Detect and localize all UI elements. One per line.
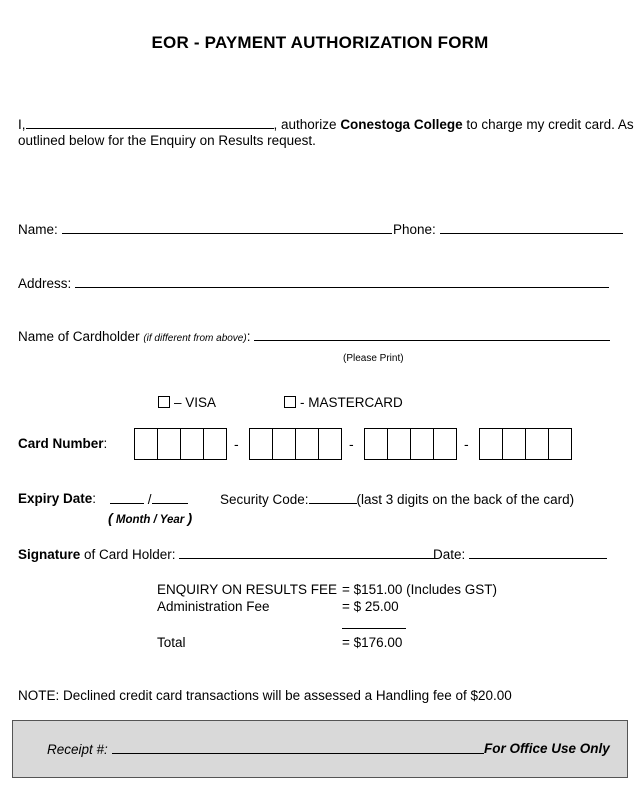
expiry-note-close: ) bbox=[187, 510, 193, 526]
visa-label: – VISA bbox=[174, 395, 217, 410]
card-separator: - bbox=[349, 436, 354, 452]
date-field[interactable] bbox=[469, 546, 607, 559]
card-number-group-4[interactable] bbox=[479, 428, 572, 460]
date-row bbox=[433, 546, 607, 562]
office-use-box bbox=[12, 720, 628, 778]
card-digit-box[interactable] bbox=[411, 429, 434, 459]
expiry-month-field[interactable] bbox=[110, 491, 144, 504]
address-field[interactable] bbox=[75, 275, 609, 288]
name-field[interactable] bbox=[62, 221, 392, 234]
card-digit-box[interactable] bbox=[388, 429, 411, 459]
expiry-fields bbox=[110, 491, 188, 507]
card-number-group-2[interactable] bbox=[249, 428, 342, 460]
expiry-note-open: ( bbox=[108, 510, 113, 526]
intro-prefix: I, bbox=[18, 117, 26, 132]
security-note: (last 3 digits on the back of the card) bbox=[356, 492, 575, 507]
name-label: Name: bbox=[18, 222, 58, 237]
office-use-label: For Office Use Only bbox=[484, 741, 610, 756]
receipt-row bbox=[47, 741, 484, 757]
intro-mid: , authorize bbox=[273, 117, 341, 132]
card-digit-box[interactable] bbox=[434, 429, 456, 459]
phone-row bbox=[393, 221, 623, 237]
authorizer-name-field[interactable] bbox=[26, 116, 274, 129]
handling-fee-note: NOTE: Declined credit card transactions will be assessed a Handling fee of $20.00 bbox=[18, 688, 512, 703]
card-digit-box[interactable] bbox=[319, 429, 341, 459]
card-number-group-1[interactable] bbox=[134, 428, 227, 460]
signature-label-bold: Signature bbox=[18, 547, 81, 562]
card-number-label: Card Number bbox=[18, 436, 104, 451]
card-number-group-3[interactable] bbox=[364, 428, 457, 460]
card-digit-box[interactable] bbox=[273, 429, 296, 459]
signature-label-rest: of Card Holder: bbox=[80, 547, 176, 562]
visa-option[interactable] bbox=[158, 395, 216, 410]
intro-suffix: to charge my credit card. As bbox=[462, 117, 634, 132]
card-number-label-row bbox=[18, 436, 107, 451]
receipt-label: Receipt #: bbox=[47, 742, 108, 757]
card-separator: - bbox=[464, 436, 469, 452]
card-digit-box[interactable] bbox=[135, 429, 158, 459]
receipt-field[interactable] bbox=[112, 741, 484, 754]
phone-field[interactable] bbox=[440, 221, 623, 234]
date-label: Date: bbox=[433, 547, 466, 562]
intro-org: Conestoga College bbox=[340, 117, 463, 132]
mastercard-option[interactable] bbox=[284, 395, 403, 410]
security-row bbox=[220, 491, 574, 507]
card-separator: - bbox=[234, 436, 239, 452]
expiry-year-field[interactable] bbox=[152, 491, 188, 504]
signature-field[interactable] bbox=[179, 546, 435, 559]
cardholder-note: (if different from above) bbox=[143, 333, 247, 344]
total-label: Total bbox=[157, 635, 186, 650]
visa-checkbox[interactable] bbox=[158, 396, 170, 408]
expiry-colon: : bbox=[92, 491, 97, 506]
cardholder-field[interactable] bbox=[254, 328, 610, 341]
card-digit-box[interactable] bbox=[181, 429, 204, 459]
card-digit-box[interactable] bbox=[526, 429, 549, 459]
card-digit-box[interactable] bbox=[365, 429, 388, 459]
expiry-note-text: Month / Year bbox=[115, 514, 185, 526]
security-code-field[interactable] bbox=[309, 491, 357, 504]
expiry-format-note bbox=[108, 510, 192, 526]
cardholder-label: Name of Cardholder bbox=[18, 329, 140, 344]
intro-line-2: outlined below for the Enquiry on Results request. bbox=[18, 133, 316, 148]
total-divider bbox=[342, 628, 406, 629]
card-number-colon: : bbox=[103, 436, 108, 451]
cardholder-colon: : bbox=[246, 329, 251, 344]
card-digit-box[interactable] bbox=[204, 429, 226, 459]
total-value: = $176.00 bbox=[342, 635, 403, 650]
card-digit-box[interactable] bbox=[158, 429, 181, 459]
card-digit-box[interactable] bbox=[480, 429, 503, 459]
mastercard-checkbox[interactable] bbox=[284, 396, 296, 408]
card-digit-box[interactable] bbox=[549, 429, 571, 459]
form-title: EOR - PAYMENT AUTHORIZATION FORM bbox=[151, 33, 489, 52]
expiry-row bbox=[18, 491, 96, 506]
security-label: Security Code: bbox=[220, 492, 309, 507]
admin-fee-label: Administration Fee bbox=[157, 599, 270, 614]
signature-row bbox=[18, 546, 435, 562]
expiry-label: Expiry Date bbox=[18, 491, 93, 506]
card-digit-box[interactable] bbox=[250, 429, 273, 459]
card-digit-box[interactable] bbox=[296, 429, 319, 459]
address-row bbox=[18, 275, 609, 291]
expiry-slash: / bbox=[147, 492, 152, 507]
enquiry-fee-label: ENQUIRY ON RESULTS FEE bbox=[157, 582, 338, 597]
address-label: Address: bbox=[18, 276, 72, 291]
card-digit-box[interactable] bbox=[503, 429, 526, 459]
cardholder-row bbox=[18, 328, 610, 344]
please-print-note: (Please Print) bbox=[343, 353, 404, 364]
mastercard-label: - MASTERCARD bbox=[300, 395, 403, 410]
phone-label: Phone: bbox=[393, 222, 436, 237]
admin-fee-value: = $ 25.00 bbox=[342, 599, 399, 614]
enquiry-fee-value: = $151.00 (Includes GST) bbox=[342, 582, 497, 597]
name-row bbox=[18, 221, 392, 237]
intro-line-1 bbox=[18, 116, 634, 132]
